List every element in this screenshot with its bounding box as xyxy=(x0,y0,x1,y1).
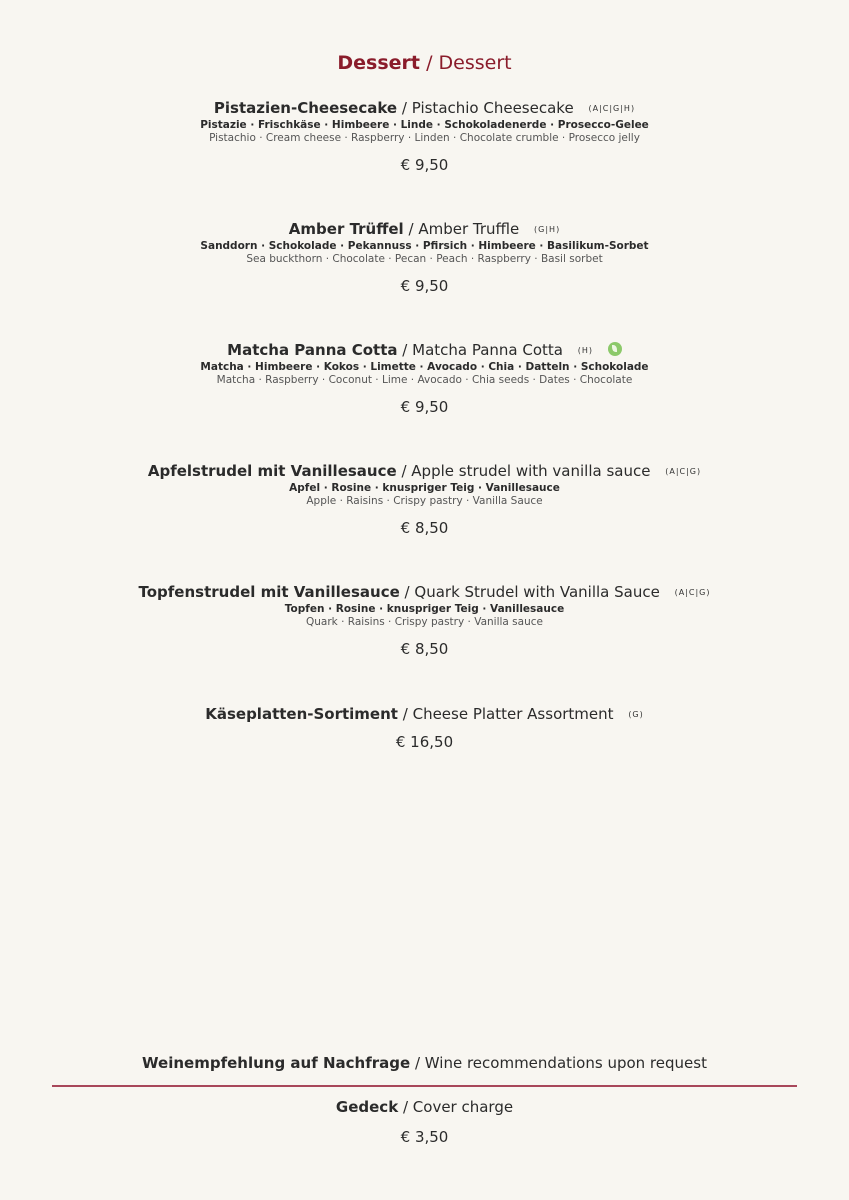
item-name xyxy=(0,704,849,725)
allergen-codes: (A|C|G|H) xyxy=(588,104,636,113)
item-name xyxy=(0,340,849,361)
item-name-de: Amber Trüffel xyxy=(288,220,404,238)
item-name-de: Käseplatten-Sortiment xyxy=(205,705,398,723)
allergen-codes: (A|C|G) xyxy=(674,588,711,597)
ingredients-en: Quark · Raisins · Crispy pastry · Vanilla sauce xyxy=(306,616,543,628)
page-title-en: Dessert xyxy=(438,52,512,74)
ingredients-de: Pistazie · Frischkäse · Himbeere · Linde · Schokoladenerde · Prosecco-Gelee xyxy=(200,119,649,131)
cover-charge-de: Gedeck xyxy=(335,1098,399,1116)
item-name-separator: / xyxy=(402,705,408,723)
cover-charge-separator: / xyxy=(402,1098,409,1116)
item-price: € 9,50 xyxy=(400,277,449,295)
ingredients-en: Apple · Raisins · Crispy pastry · Vanilla Sauce xyxy=(306,495,543,507)
allergen-codes: (A|C|G) xyxy=(665,467,702,476)
section-divider xyxy=(52,1085,797,1087)
item-price: € 9,50 xyxy=(400,156,449,174)
page-title xyxy=(0,50,849,76)
ingredients-en: Pistachio · Cream cheese · Raspberry · Linden · Chocolate crumble · Prosecco jelly xyxy=(209,132,640,144)
cover-charge xyxy=(0,1097,849,1147)
item-name-separator: / xyxy=(408,220,414,238)
item-name-separator: / xyxy=(401,462,407,480)
allergen-codes: (G|H) xyxy=(534,225,561,234)
menu-item-pistachio-cheesecake xyxy=(0,98,849,175)
leaf-icon xyxy=(608,342,622,356)
ingredients-de: Sanddorn · Schokolade · Pekannuss · Pfirsich · Himbeere · Basilikum-Sorbet xyxy=(200,240,649,252)
item-name-de: Topfenstrudel mit Vanillesauce xyxy=(138,583,400,601)
cover-charge-en: Cover charge xyxy=(412,1098,514,1116)
item-name-en: Apple strudel with vanilla sauce xyxy=(411,462,651,480)
page-title-separator: / xyxy=(426,52,433,74)
cover-charge-price: € 3,50 xyxy=(400,1128,449,1146)
cover-charge-label xyxy=(0,1097,849,1117)
item-name-en: Pistachio Cheesecake xyxy=(411,99,574,117)
item-price: € 9,50 xyxy=(400,398,449,416)
item-name-de: Apfelstrudel mit Vanillesauce xyxy=(147,462,397,480)
ingredients-en: Sea buckthorn · Chocolate · Pecan · Peach · Raspberry · Basil sorbet xyxy=(246,253,603,265)
menu-item-amber-truffle xyxy=(0,219,849,296)
menu-item-matcha-panna-cotta xyxy=(0,340,849,417)
item-name-separator: / xyxy=(404,583,410,601)
wine-note-separator: / xyxy=(414,1054,421,1072)
ingredients-de: Matcha · Himbeere · Kokos · Limette · Avocado · Chia · Datteln · Schokolade xyxy=(200,361,649,373)
item-name-en: Cheese Platter Assortment xyxy=(412,705,614,723)
item-price: € 8,50 xyxy=(400,519,449,537)
page-title-de: Dessert xyxy=(337,52,421,74)
item-name-de: Pistazien-Cheesecake xyxy=(213,99,398,117)
item-name-en: Quark Strudel with Vanilla Sauce xyxy=(414,583,660,601)
allergen-codes: (G) xyxy=(628,710,644,719)
wine-note-en: Wine recommendations upon request xyxy=(424,1054,707,1072)
ingredients-de: Apfel · Rosine · knuspriger Teig · Vanillesauce xyxy=(289,482,560,494)
wine-note-de: Weinempfehlung auf Nachfrage xyxy=(142,1054,411,1072)
wine-recommendation-note xyxy=(0,1053,849,1073)
item-name xyxy=(0,219,849,240)
item-name-de: Matcha Panna Cotta xyxy=(227,341,398,359)
item-name xyxy=(0,582,849,603)
item-name-en: Amber Truffle xyxy=(418,220,520,238)
item-name-separator: / xyxy=(401,99,407,117)
item-name-en: Matcha Panna Cotta xyxy=(412,341,563,359)
allergen-codes: (H) xyxy=(577,346,594,355)
item-name-separator: / xyxy=(402,341,408,359)
menu-item-quark-strudel xyxy=(0,582,849,659)
item-price: € 16,50 xyxy=(395,733,454,751)
menu-item-cheese-platter xyxy=(0,704,849,752)
ingredients-en: Matcha · Raspberry · Coconut · Lime · Avocado · Chia seeds · Dates · Chocolate xyxy=(216,374,633,386)
ingredients-de: Topfen · Rosine · knuspriger Teig · Vanillesauce xyxy=(284,603,565,615)
item-name xyxy=(0,461,849,482)
item-price: € 8,50 xyxy=(400,640,449,658)
item-name xyxy=(0,98,849,119)
menu-item-apple-strudel xyxy=(0,461,849,538)
